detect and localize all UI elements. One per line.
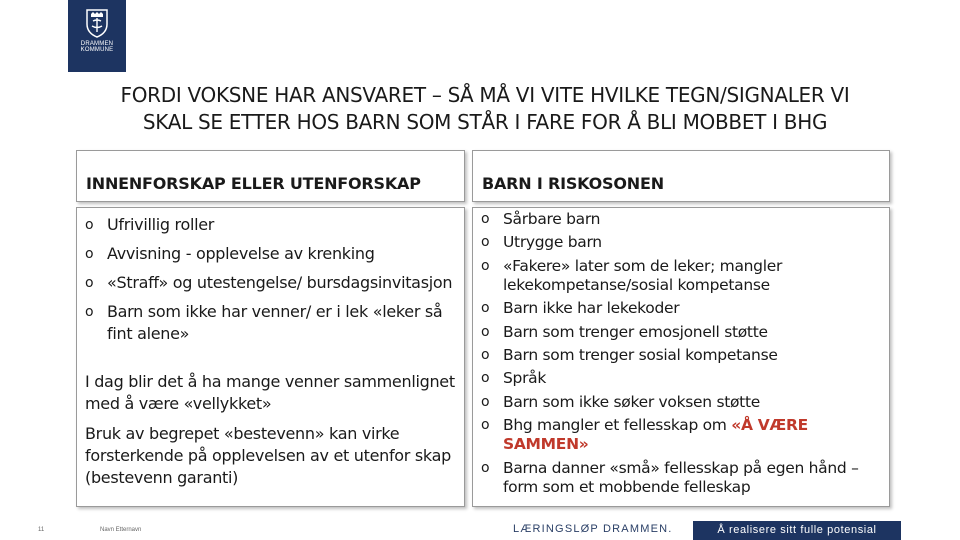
bullet-icon: o [85,275,94,291]
logo-text [81,41,114,53]
list-item [481,323,883,342]
list-item [481,393,883,412]
list-item [481,257,883,295]
list-item-text: Avvisning - opplevelse av krenking [107,244,375,263]
list-item-text: «Fakere» later som de leker; mangler lekekompetanse/sosial kompetanse [503,256,783,294]
left-panel-body [76,207,465,507]
bullet-icon: o [85,217,94,233]
drammen-kommune-logo [68,0,126,72]
list-item [481,369,883,388]
list-item-text: Utrygge barn [503,233,602,252]
list-item-text: Språk [503,369,547,388]
list-item-text: Barn som trenger emosjonell støtte [503,322,768,341]
list-item-text: Ufrivillig roller [107,215,215,234]
bullet-icon: o [481,257,490,274]
list-item [481,210,883,229]
right-panel-heading [472,150,890,202]
title-line1: FORDI VOKSNE HAR ANSVARET – SÅ MÅ VI VITE HVILKE TEGN/SIGNALER VI [120,83,850,107]
left-panel-heading [76,150,465,202]
bullet-icon: o [85,246,94,262]
list-item-text: Barna danner «små» fellesskap på egen hånd – form som et mobbende felleskap [503,458,859,496]
right-bullet-list [481,210,883,497]
coat-of-arms-icon [84,8,110,38]
left-heading-text: INNENFORSKAP ELLER UTENFORSKAP [86,174,421,193]
list-item-text: Bhg mangler et fellesskap om [503,416,732,435]
list-item [481,459,883,497]
bullet-icon: o [481,346,490,363]
page-number: 11 [38,527,45,533]
list-item-text: «Straff» og utestengelse/ bursdagsinvitasjon [107,273,453,292]
logo-line2: KOMMUNE [80,47,114,53]
left-paragraph-1: I dag blir det å ha mange venner sammenlignet med å være «vellykket» [85,372,455,413]
bullet-icon: o [481,370,490,387]
title-line2: SKAL SE ETTER HOS BARN SOM STÅR I FARE FOR Å BLI MOBBET I BHG [142,110,828,134]
right-panel-body [472,207,890,507]
list-item-text: Sårbare barn [503,210,601,228]
list-item [85,272,458,294]
right-heading-text: BARN I RISKOSONEN [482,174,664,193]
list-item [85,214,458,236]
left-paragraph-2: Bruk av begrepet «bestevenn» kan virke forsterkende på opplevelsen av et utenfor skap (bestevenn garanti) [85,424,451,487]
footer-brand: LÆRINGSLØP DRAMMEN. [513,523,673,535]
list-item [481,346,883,365]
bullet-icon: o [481,323,490,340]
list-item-text: Barn som ikke har venner/ er i lek «leker så fint alene» [107,302,443,343]
bullet-icon: o [85,304,94,320]
list-item [481,299,883,318]
highlight-text: «Å VÆRE SAMMEN» [503,416,808,454]
logo-line1: DRAMMEN [80,41,114,47]
footer-slogan: Å realisere sitt fulle potensial [693,521,901,540]
presenter-name: Navn Etternavn [100,527,142,533]
list-item [85,243,458,265]
bullet-icon: o [481,459,490,476]
slide-title [95,82,875,136]
bullet-icon: o [481,211,490,227]
bullet-icon: o [481,417,490,434]
bullet-icon: o [481,393,490,410]
list-item [85,301,458,345]
list-item-text: Barn som trenger sosial kompetanse [503,345,778,364]
list-item-highlighted [481,416,883,454]
list-item-text: Barn som ikke søker voksen støtte [503,392,760,411]
bullet-icon: o [481,300,490,317]
bullet-icon: o [481,234,490,251]
list-item-text: Barn ikke har lekekoder [503,299,680,318]
list-item [481,233,883,252]
left-bullet-list [85,214,458,345]
